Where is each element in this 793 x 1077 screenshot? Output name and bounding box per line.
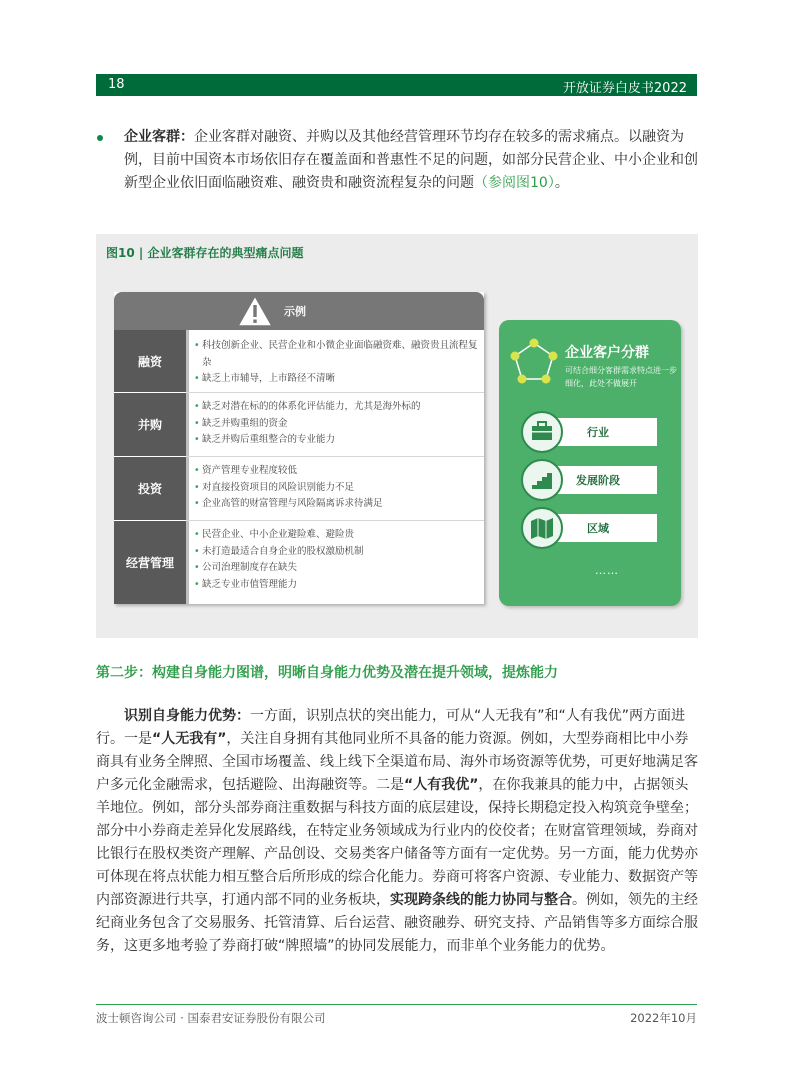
row-label: 投资 <box>114 457 186 520</box>
list-item: • 公司治理制度存在缺失 <box>194 560 479 577</box>
list-item: • 缺乏上市辅导，上市路径不清晰 <box>194 371 479 388</box>
figure-title: 图10 | 企业客群存在的典型痛点问题 <box>106 246 304 260</box>
list-item: • 企业高管的财富管理与风险隔离诉求待满足 <box>194 496 479 513</box>
list-item: • 资产管理专业程度较低 <box>194 463 479 480</box>
segment-industry: 行业 <box>539 418 657 446</box>
footer-publisher: 波士顿咨询公司 · 国泰君安证券股份有限公司 <box>96 1011 326 1025</box>
pain-points-panel <box>114 292 484 604</box>
intro-paragraph <box>124 126 698 195</box>
document-title: 开放证券白皮书2022 <box>562 81 687 96</box>
body-text: ，关注自身拥有其他同业所不具备的能力资源。例如，大型券商相比中小券商具有业务全牌照、全国市场覆盖、线上线下全渠道布局、海外市场资源等优势，可更好地满足客户多元化金融需求，包括避险、出海融资等。二是 <box>96 731 698 793</box>
body-emphasis: “人有我优” <box>404 777 479 793</box>
intro-lead: 企业客群： <box>124 129 194 145</box>
body-emphasis: 实现跨条线的能力协同与整合 <box>390 892 572 908</box>
segment-region: 区域 <box>539 514 657 542</box>
row-mna <box>114 393 484 456</box>
body-text: 。例如，领先的主经纪商业务包含了交易服务、托管清算、后台运营、融资融券、研究支持、产品销售等多方面综合服务，这更多地考验了券商打破“牌照墙”的协同发展能力，而非单个业务能力的优势。 <box>96 892 698 954</box>
segmentation-subtitle: 可结合细分客群需求特点进一步细化，此处不做展开 <box>565 366 677 388</box>
row-investment <box>114 457 484 520</box>
body-emphasis: “人无我有” <box>152 731 227 747</box>
panel-header <box>114 292 484 330</box>
row-label: 并购 <box>114 393 186 456</box>
list-item: • 科技创新企业、民营企业和小微企业面临融资难、融资贵且流程复杂 <box>194 338 479 371</box>
list-item: • 缺乏并购后重组整合的专业能力 <box>194 432 479 449</box>
body-text: 一方面，识别点状的突出能力，可从“人无我有”和“人有我优”两方面进行。一是 <box>96 708 686 747</box>
bullet-icon <box>97 135 103 141</box>
intro-end: 。 <box>554 175 569 191</box>
list-item: • 缺乏专业市值管理能力 <box>194 577 479 594</box>
map-icon <box>521 507 563 549</box>
panel-header-label: 示例 <box>284 305 306 318</box>
row-financing <box>114 330 484 392</box>
intro-text: 企业客群对融资、并购以及其他经营管理环节均存在较多的需求痛点。以融资为例，目前中国资本市场依旧存在覆盖面和普惠性不足的问题，如部分民营企业、中小企业和创新型企业依旧面临融资难、融资贵和融资流程复杂的问题 <box>124 129 698 191</box>
segment-development-stage: 发展阶段 <box>539 466 657 494</box>
list-item: • 未打造最适合自身企业的股权激励机制 <box>194 544 479 561</box>
page-number: 18 <box>108 77 125 92</box>
row-operations <box>114 521 484 604</box>
footer-divider <box>96 1004 697 1005</box>
body-text: ，在你我兼具的能力中，占据领头羊地位。例如，部分头部券商注重数据与科技方面的底层建设，保持长期稳定投入构筑竞争壁垒；部分中小券商走差异化发展路线，在特定业务领域成为行业内的佼佼者；在财富管理领域，券商对比银行在股权类资产理解、产品创设、交易类客户储备等方面有一定优势。另一方面，能力优势亦可体现在将点状能力相互整合后所形成的综合化能力。券商可将客户资源、专业能力、数据资产等内部资源进行共享，打通内部不同的业务板块， <box>96 777 698 908</box>
row-label: 经营管理 <box>114 521 186 604</box>
customer-segmentation-panel <box>499 320 681 606</box>
list-item: • 缺乏对潜在标的的体系化评估能力，尤其是海外标的 <box>194 399 479 416</box>
header-bar <box>96 74 697 96</box>
network-icon <box>509 338 559 386</box>
row-label: 融资 <box>114 330 186 392</box>
figure-reference-link[interactable]: （参阅图10） <box>474 175 555 191</box>
list-item: • 缺乏并购重组的资金 <box>194 416 479 433</box>
list-item: • 民营企业、中小企业避险难、避险贵 <box>194 527 479 544</box>
section-heading: 第二步：构建自身能力图谱，明晰自身能力优势及潜在提升领域，提炼能力 <box>96 665 558 681</box>
stairs-icon <box>521 459 563 501</box>
more-segments: …… <box>595 564 619 577</box>
warning-icon <box>236 294 274 328</box>
footer-date: 2022年10月 <box>630 1011 697 1025</box>
body-paragraph <box>96 705 698 958</box>
body-lead: 识别自身能力优势： <box>124 708 250 724</box>
segmentation-title: 企业客户分群 <box>565 345 649 361</box>
list-item: • 对直接投资项目的风险识别能力不足 <box>194 480 479 497</box>
briefcase-icon <box>521 411 563 453</box>
figure-10 <box>96 234 698 638</box>
